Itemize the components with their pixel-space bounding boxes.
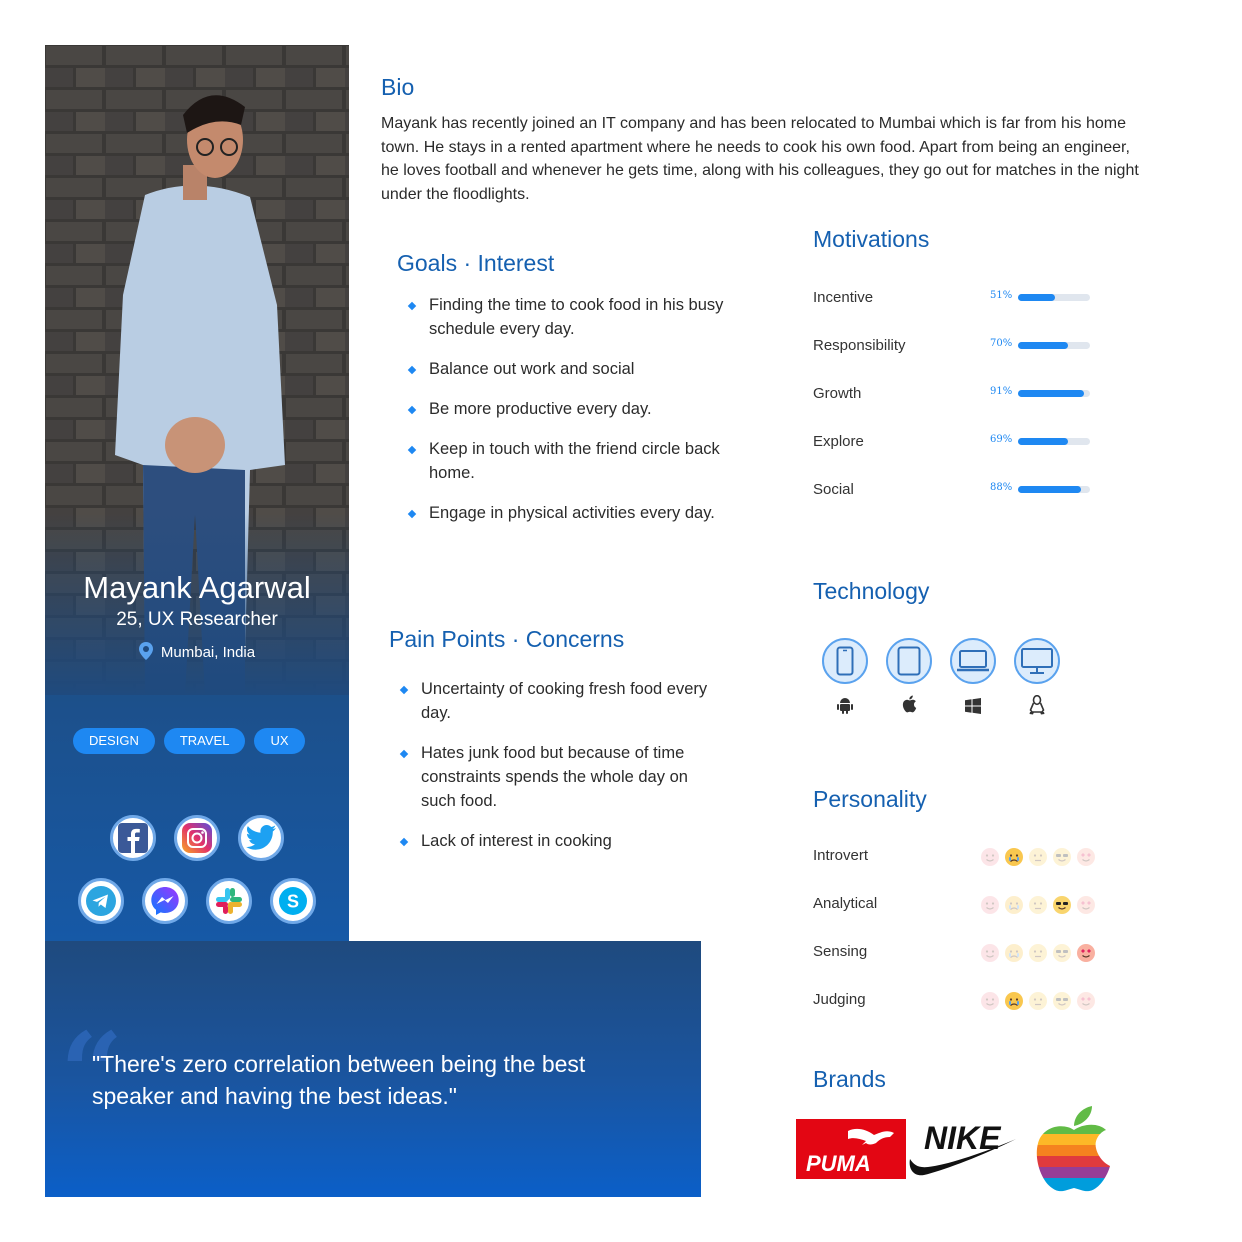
- windows-icon: [963, 696, 983, 716]
- personality-face-icon[interactable]: [981, 896, 999, 914]
- twitter-icon[interactable]: [238, 815, 284, 861]
- motivation-bar: [1018, 438, 1090, 445]
- personality-label: Sensing: [813, 943, 868, 960]
- motivation-bar: [1018, 294, 1090, 301]
- motivation-bar: [1018, 486, 1090, 493]
- pains-heading: Pain Points · Concerns: [389, 626, 625, 652]
- motivation-label: Social: [813, 481, 854, 498]
- tag-travel[interactable]: TRAVEL: [164, 728, 246, 754]
- brands-heading: Brands: [813, 1066, 886, 1092]
- persona-name: Mayank Agarwal: [83, 570, 311, 605]
- location-pin-icon: [139, 642, 153, 664]
- motivation-bar-fill: [1018, 294, 1055, 301]
- technology-heading: Technology: [813, 578, 930, 604]
- bio-text: Mayank has recently joined an IT company and has been relocated to Mumbai which is far from his home town. He stays in a rented apartment where he needs to cook his own food. Apart from being an engineer, he loves football and whenever he gets time, along with his colleagues, they go out for matches in the night under the floodlights.: [381, 115, 1139, 203]
- list-item: Balance out work and social: [409, 357, 749, 381]
- motivation-label: Incentive: [813, 289, 874, 306]
- list-item: Keep in touch with the friend circle back home.: [409, 437, 749, 485]
- personality-face-icon[interactable]: [981, 944, 999, 962]
- persona-subtitle: 25, UX Researcher: [116, 609, 278, 630]
- motivation-row: [813, 479, 1113, 503]
- list-item: Lack of interest in cooking: [401, 829, 721, 853]
- personality-face-icon[interactable]: [1005, 896, 1023, 914]
- motivation-bar: [1018, 342, 1090, 349]
- motivation-bar-fill: [1018, 342, 1068, 349]
- motivation-row: [813, 287, 1113, 311]
- list-item: Uncertainty of cooking fresh food every day.: [401, 677, 721, 725]
- apple-logo: [1034, 1102, 1114, 1199]
- motivation-label: Explore: [813, 433, 864, 450]
- skype-icon[interactable]: [270, 878, 316, 924]
- persona-quote: "There's zero correlation between being the best speaker and having the best ideas.": [92, 1051, 586, 1109]
- personality-face-icon[interactable]: [1053, 992, 1071, 1010]
- telegram-icon[interactable]: [78, 878, 124, 924]
- motivation-percent: 70%: [990, 338, 1013, 349]
- desktop-icon: [1014, 638, 1060, 684]
- motivation-percent: 91%: [990, 386, 1013, 397]
- personality-face-icon[interactable]: [1029, 944, 1047, 962]
- tablet-icon: [886, 638, 932, 684]
- personality-face-icon[interactable]: [981, 992, 999, 1010]
- motivation-row: [813, 431, 1113, 455]
- android-icon: [835, 696, 855, 716]
- list-item: Hates junk food but because of time constraints spends the whole day on such food.: [401, 741, 721, 813]
- motivation-label: Responsibility: [813, 337, 906, 354]
- tag-design[interactable]: DESIGN: [73, 728, 155, 754]
- personality-label: Analytical: [813, 895, 878, 912]
- personality-face-icon[interactable]: [1053, 944, 1071, 962]
- persona-location: [45, 642, 349, 664]
- personality-face-icon[interactable]: [1077, 944, 1095, 962]
- motivations-heading: Motivations: [813, 226, 930, 252]
- laptop-icon: [950, 638, 996, 684]
- motivation-bar-fill: [1018, 486, 1081, 493]
- personality-label: Introvert: [813, 847, 869, 864]
- motivation-row: [813, 335, 1113, 359]
- list-item: Finding the time to cook food in his busy schedule every day.: [409, 293, 749, 341]
- personality-face-icon[interactable]: [1005, 944, 1023, 962]
- motivation-bar-fill: [1018, 390, 1084, 397]
- personality-face-icon[interactable]: [1053, 896, 1071, 914]
- goals-heading: Goals · Interest: [397, 250, 555, 276]
- motivation-percent: 69%: [990, 434, 1013, 445]
- personality-face-icon[interactable]: [1077, 992, 1095, 1010]
- personality-face-icon[interactable]: [1053, 848, 1071, 866]
- motivation-percent: 88%: [990, 482, 1013, 493]
- pains-list: [401, 677, 721, 869]
- personality-face-icon[interactable]: [1005, 992, 1023, 1010]
- personality-face-icon[interactable]: [1005, 848, 1023, 866]
- list-item: Engage in physical activities every day.: [409, 501, 749, 525]
- messenger-icon[interactable]: [142, 878, 188, 924]
- list-item: Be more productive every day.: [409, 397, 749, 421]
- nike-logo: [908, 1119, 1018, 1184]
- personality-face-icon[interactable]: [1029, 848, 1047, 866]
- bio-heading: Bio: [381, 74, 415, 100]
- personality-face-icon[interactable]: [1029, 896, 1047, 914]
- brand-nike-text: NIKE: [924, 1120, 1001, 1156]
- personality-face-icon[interactable]: [1077, 848, 1095, 866]
- motivation-row: [813, 383, 1113, 407]
- tag-list: [73, 728, 305, 754]
- motivation-bar: [1018, 390, 1090, 397]
- motivation-percent: 51%: [990, 290, 1013, 301]
- slack-icon[interactable]: [206, 878, 252, 924]
- facebook-icon[interactable]: [110, 815, 156, 861]
- phone-icon: [822, 638, 868, 684]
- brand-puma-text: PUMA: [806, 1151, 871, 1176]
- instagram-icon[interactable]: [174, 815, 220, 861]
- goals-list: [409, 293, 749, 541]
- quote-mark-icon: “: [60, 1008, 124, 1137]
- personality-heading: Personality: [813, 786, 927, 812]
- svg-text:S: S: [286, 891, 300, 912]
- linux-icon: [1027, 695, 1047, 715]
- tag-ux[interactable]: UX: [254, 728, 304, 754]
- apple-icon: [899, 694, 919, 714]
- motivation-bar-fill: [1018, 438, 1068, 445]
- personality-face-icon[interactable]: [1077, 896, 1095, 914]
- personality-label: Judging: [813, 991, 866, 1008]
- motivation-label: Growth: [813, 385, 862, 402]
- puma-logo: [796, 1119, 906, 1184]
- personality-face-icon[interactable]: [981, 848, 999, 866]
- location-text: Mumbai, India: [160, 643, 256, 661]
- personality-face-icon[interactable]: [1029, 992, 1047, 1010]
